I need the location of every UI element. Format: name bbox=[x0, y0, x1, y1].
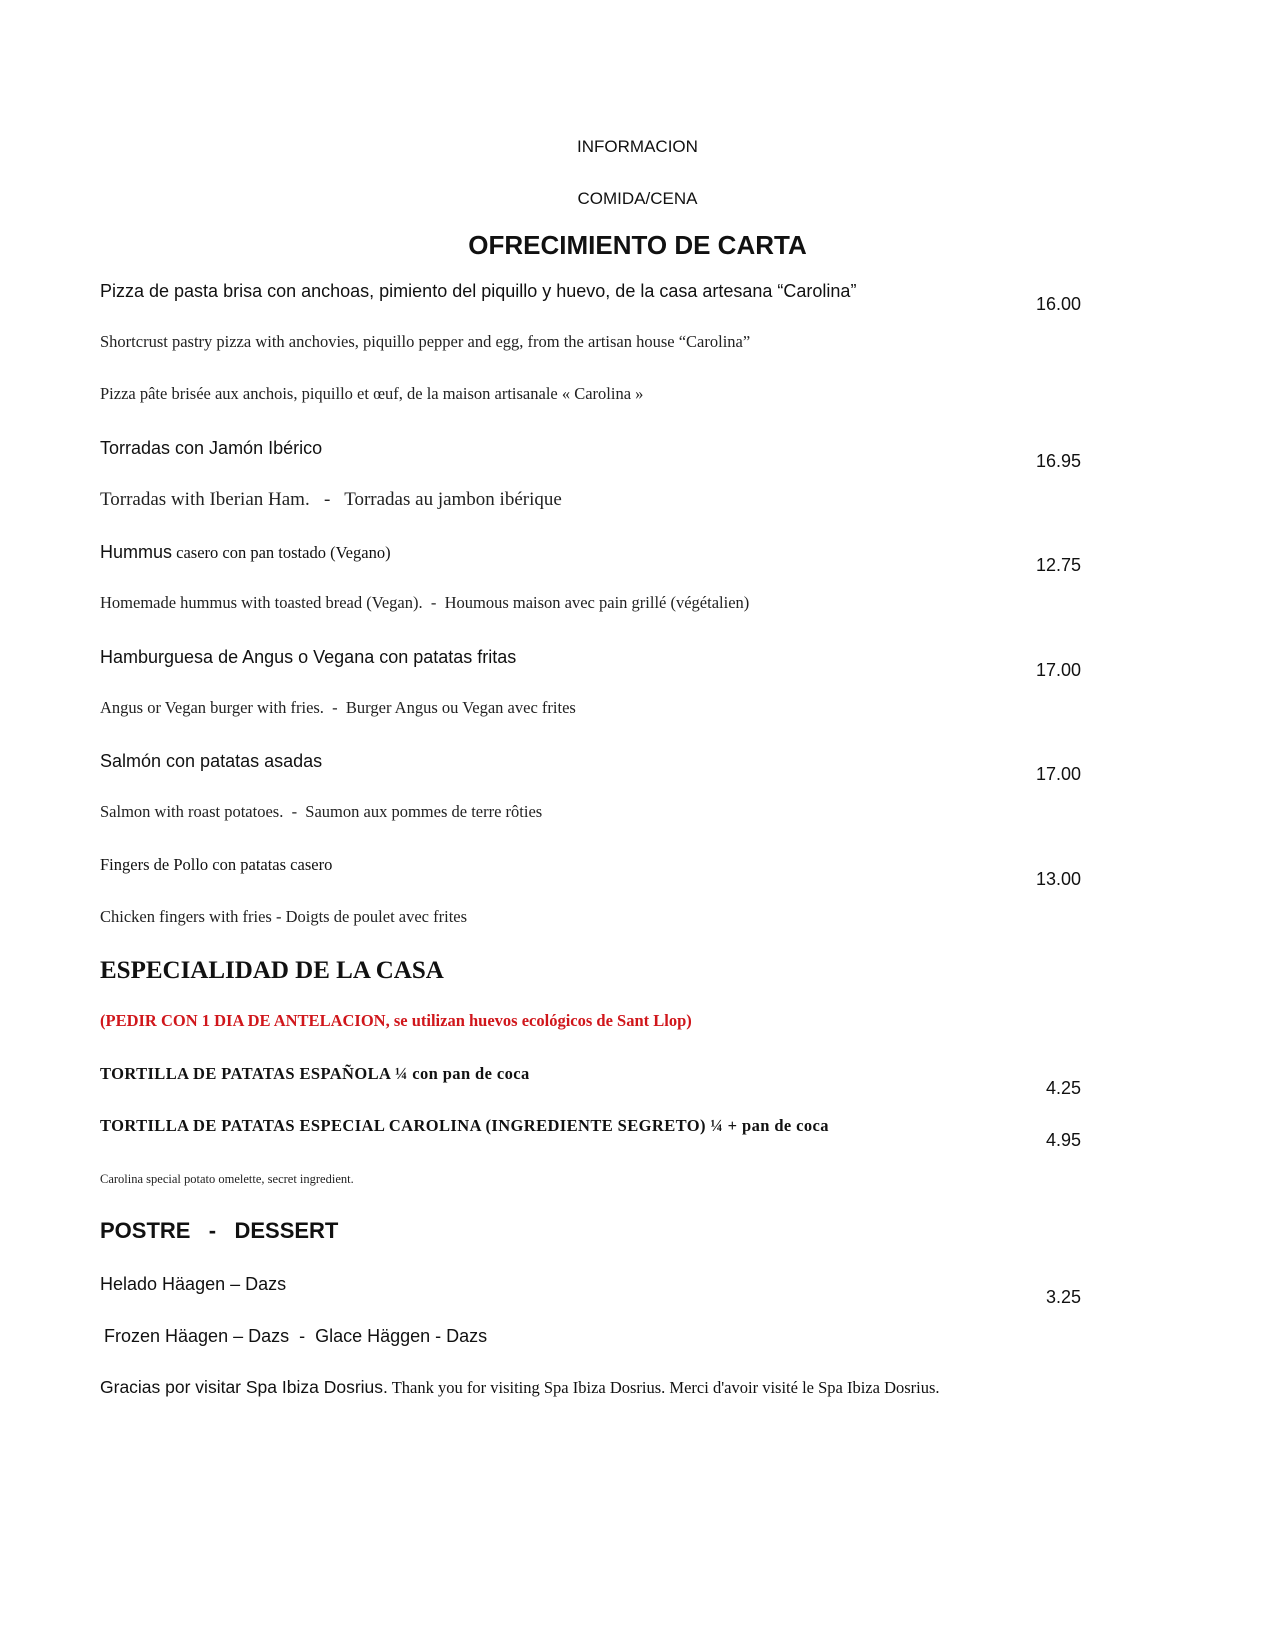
page-title: OFRECIMIENTO DE CARTA bbox=[468, 230, 807, 260]
tortilla-item: TORTILLA DE PATATAS ESPECIAL CAROLINA (INGREDIENTE SEGRETO) ¼ + pan de coca bbox=[100, 1116, 829, 1135]
item-name-es-part: casero con pan tostado (Vegano) bbox=[172, 543, 391, 562]
item-name-es: Fingers de Pollo con patatas casero bbox=[100, 855, 333, 874]
item-name-en: Shortcrust pastry pizza with anchovies, piquillo pepper and egg, from the artisan house “Carolina” bbox=[100, 332, 751, 351]
item-name-es: Hamburguesa de Angus o Vegana con patatas fritas bbox=[100, 647, 517, 667]
item-name-fr: Pizza pâte brisée aux anchois, piquillo et œuf, de la maison artisanale « Carolina » bbox=[100, 384, 644, 403]
thank-you-note bbox=[100, 1379, 940, 1397]
item-name-es bbox=[100, 543, 391, 562]
tortilla-item: TORTILLA DE PATATAS ESPAÑOLA ¼ con pan de coca bbox=[100, 1064, 530, 1083]
item-price: 4.95 bbox=[1046, 1130, 1082, 1150]
item-price: 3.25 bbox=[1046, 1287, 1082, 1307]
item-price: 4.25 bbox=[1046, 1078, 1082, 1098]
section-title-dessert: POSTRE - DESSERT bbox=[100, 1218, 339, 1243]
thank-you-es: Gracias por visitar Spa Ibiza Dosrius. bbox=[100, 1377, 388, 1397]
section-title-specialty: ESPECIALIDAD DE LA CASA bbox=[100, 957, 444, 984]
item-name-es: Salmón con patatas asadas bbox=[100, 751, 323, 771]
info-heading: INFORMACION bbox=[577, 137, 698, 156]
item-price: 17.00 bbox=[1036, 764, 1082, 784]
item-translation: Chicken fingers with fries - Doigts de poulet avec frites bbox=[100, 907, 468, 926]
item-translation: Torradas with Iberian Ham. - Torradas au jambon ibérique bbox=[100, 489, 562, 510]
item-price: 17.00 bbox=[1036, 660, 1082, 680]
item-translation: Homemade hummus with toasted bread (Vegan). - Houmous maison avec pain grillé (végétalien) bbox=[100, 593, 750, 612]
item-translation: Angus or Vegan burger with fries. - Burger Angus ou Vegan avec frites bbox=[100, 698, 576, 717]
item-name-es: Helado Häagen – Dazs bbox=[100, 1274, 287, 1294]
item-price: 13.00 bbox=[1036, 869, 1082, 889]
item-price: 16.00 bbox=[1036, 294, 1082, 314]
item-name-es: Torradas con Jamón Ibérico bbox=[100, 438, 323, 458]
item-name-es-part: Hummus bbox=[100, 542, 173, 562]
item-name-es: Pizza de pasta brisa con anchoas, pimiento del piquillo y huevo, de la casa artesana “Carolina” bbox=[100, 281, 857, 301]
item-price: 12.75 bbox=[1036, 555, 1082, 575]
item-translation: Frozen Häagen – Dazs - Glace Häggen - Dazs bbox=[104, 1326, 488, 1346]
meal-heading: COMIDA/CENA bbox=[577, 189, 698, 208]
item-translation: Salmon with roast potatoes. - Saumon aux pommes de terre rôties bbox=[100, 802, 543, 821]
thank-you-en-fr: Thank you for visiting Spa Ibiza Dosrius. Merci d'avoir visité le Spa Ibiza Dosrius. bbox=[387, 1378, 940, 1397]
order-notice: (PEDIR CON 1 DIA DE ANTELACION, se utilizan huevos ecológicos de Sant Llop) bbox=[100, 1011, 692, 1030]
item-price: 16.95 bbox=[1036, 451, 1082, 471]
tortilla-note: Carolina special potato omelette, secret ingredient. bbox=[100, 1172, 354, 1186]
